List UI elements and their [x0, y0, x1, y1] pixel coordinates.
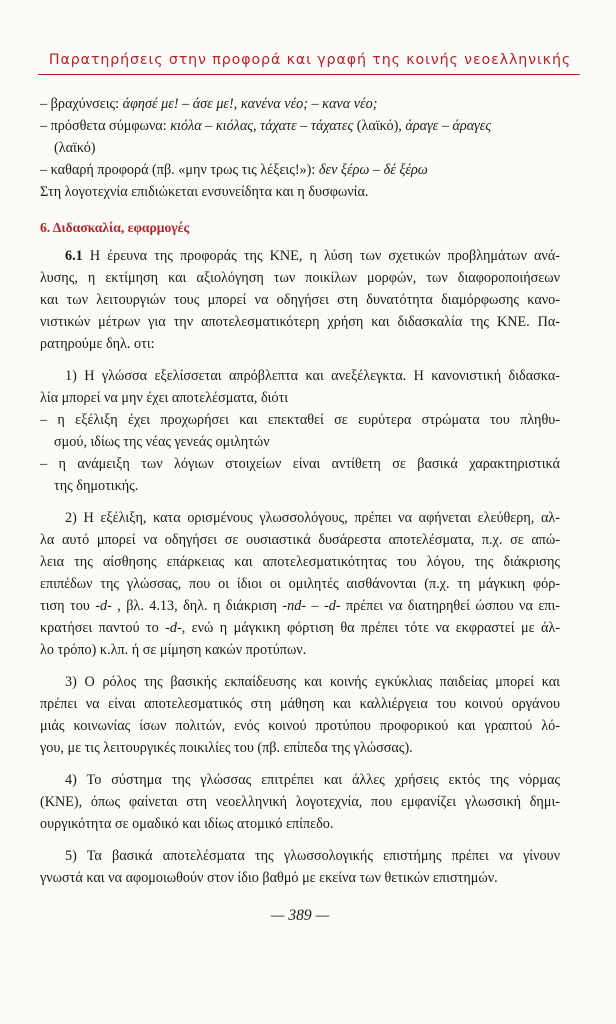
section-heading: 6. Διδασκαλία, εφαρμογές: [40, 220, 190, 235]
text-segment: – πρόσθετα σύμφωνα:: [40, 118, 171, 134]
paragraph-number: 6.1: [65, 248, 83, 264]
text-line: (ΚΝΕ), όπως φαίνεται στη νεοελληνική λογοτεχνία, που εμφανίζει γλωσσική δημι-: [40, 794, 560, 810]
italic-text: άραγε – άραγες: [405, 118, 492, 134]
paragraph-item-3: [40, 671, 560, 759]
header-rule: [38, 74, 580, 75]
text-line: λία μπορεί να μην έχει αποτελέσματα, διότι: [40, 390, 289, 406]
text-line: [40, 181, 560, 203]
text-line: πρέπει να είναι αποτελεσματικός στη μάθηση και καλλιέργεια του κοινού οργάνου: [40, 696, 560, 712]
text-segment: πρέπει να διατηρηθεί ώσπου να επι-: [340, 598, 560, 614]
paragraph-item-4: [40, 769, 560, 835]
bullet-line: – η ανάμειξη των λόγιων στοιχείων είναι αντίθετη σε βασικά χαρακτηριστικά: [40, 456, 560, 472]
paragraph-6-1: [40, 245, 560, 355]
text-segment: , ενώ η μάγκικη φόρτιση θα πρέπει τότε να εκφραστεί με άλ-: [181, 620, 560, 636]
text-segment: λα αυτό μπορεί να οδηγήσει σε ουσιαστικά δυσάρεστα αποτελέσματα, π.χ. σε απώ-: [40, 532, 560, 548]
italic-text: δεν ξέρω – δέ ξέρω: [318, 162, 428, 178]
bullet-continuation: σμού, ιδίως της νέας γενεάς ομιλητών: [54, 434, 270, 450]
text-segment: λεια της αίσθησης επάρκειας και αποτελεσματικότητας του λόγου, της διάκρισης: [40, 554, 560, 570]
text-segment: – καθαρή προφορά (πβ. «μην τρως τις λέξεις!»):: [40, 162, 319, 178]
text-line: [40, 595, 560, 617]
text-segment: , βλ. 4.13, δηλ. η διάκριση: [111, 598, 283, 614]
text-line: 1) Η γλώσσα εξελίσσεται απρόβλεπτα και ανεξέλεγκτα. Η κανονιστική διδασκα-: [65, 368, 560, 384]
page-number: — 389 —: [270, 907, 330, 924]
italic-text: άφησέ με! – άσε με!, κανένα νέο; – κανα νέο;: [122, 96, 378, 112]
page-body: [40, 93, 560, 889]
paragraph-item-5: [40, 845, 560, 889]
text-line: [40, 573, 560, 595]
italic-text: κιόλα – κιόλας, τάχατε – τάχατες: [170, 118, 354, 134]
text-line: ουργικότητα σε ομαδικό και ιδίως ατομικό επίπεδο.: [40, 816, 334, 832]
text-line: λυσης, η εκτίμηση και αξιολόγηση των ποικίλων μορφών, των διαφοροποιήσεων: [40, 270, 560, 286]
italic-text: -d-: [323, 598, 341, 614]
paragraph-item-1: [40, 365, 560, 497]
italic-text: -d-: [165, 620, 182, 636]
text-segment: (λαϊκό): [54, 140, 96, 156]
text-segment: τιση του: [40, 598, 96, 614]
text-segment: επιπέδων της γλώσσας, που οι ίδιοι οι ομιλητές αισθάνονται (π.χ. τη μάγκικη φόρ-: [40, 576, 560, 592]
text-line: γνωστά και να αφομοιωθούν στον ίδιο βαθμό με εκείνα των θετικών επιστημών.: [40, 870, 498, 886]
text-line: νιστικών μέτρων για την αποτελεσματικότερη χρήση και διδασκαλία της ΚΝΕ. Πα-: [40, 314, 560, 330]
bullet-continuation: της δημοτικής.: [54, 478, 139, 494]
text-segment: – βραχύνσεις:: [40, 96, 123, 112]
text-line: [40, 639, 560, 661]
text-line: γου, με τις λειτουργικές ποικιλίες του (πβ. επίπεδα της γλώσσας).: [40, 740, 413, 756]
text-segment: κρατήσει παντού το: [40, 620, 166, 636]
text-segment: 2) Η εξέλιξη, κατα ορισμένους γλωσσολόγους, πρέπει να αφήνεται ελεύθερη, αλ-: [65, 510, 560, 526]
list-item-continuation: [40, 137, 560, 159]
paragraph-item-2: [40, 507, 560, 661]
list-item: [40, 93, 560, 115]
running-head: Παρατηρήσεις στην προφορά και γραφή της κοινής νεοελληνικής: [48, 52, 572, 68]
bullet-line: – η εξέλιξη έχει προχωρήσει και επεκταθεί σε ευρύτερα στρώματα του πληθυ-: [40, 412, 560, 428]
list-item: [40, 115, 560, 137]
list-item: [40, 159, 560, 181]
text-line: 6.1 Η έρευνα της προφοράς της ΚΝΕ, η λύση των σχετικών προβλημάτων ανά-: [65, 248, 560, 264]
text-line: 5) Τα βασικά αποτελέσματα της γλωσσολογικής επιστήμης πρέπει να γίνουν: [65, 848, 560, 864]
text-line: μιάς κοινωνίας ίσων πολιτών, ενός κοινού προτύπου προφορικού και γραπτού λό-: [40, 718, 560, 734]
italic-text: -nd-: [282, 598, 307, 614]
text-segment: (λαϊκό),: [353, 118, 406, 134]
text-segment: Στη λογοτεχνία επιδιώκεται ενσυνείδητα και η δυσφωνία.: [40, 184, 369, 200]
list-examples: [40, 93, 560, 203]
text-segment: –: [306, 598, 324, 614]
text-line: [40, 617, 560, 639]
text-line: [40, 551, 560, 573]
text-line: 3) Ο ρόλος της βασικής εκπαίδευσης και κοινής εγκύκλιας παιδείας μπορεί και: [65, 674, 560, 690]
italic-text: -d-: [95, 598, 112, 614]
text-line: [40, 507, 560, 529]
text-line: ρατηρούμε δηλ. οτι:: [40, 336, 155, 352]
text-line: 4) Το σύστημα της γλώσσας επιτρέπει και άλλες χρήσεις εκτός της νόρμας: [65, 772, 560, 788]
text-segment: λο τρόπο) κ.λπ. ή σε μίμηση κακών προτύπων.: [40, 642, 307, 658]
text-line: και των λειτουργιών τους μπορεί να οδηγήσει στη δυνατότητα διαμόρφωσης κανο-: [40, 292, 560, 308]
text-line: [40, 529, 560, 551]
